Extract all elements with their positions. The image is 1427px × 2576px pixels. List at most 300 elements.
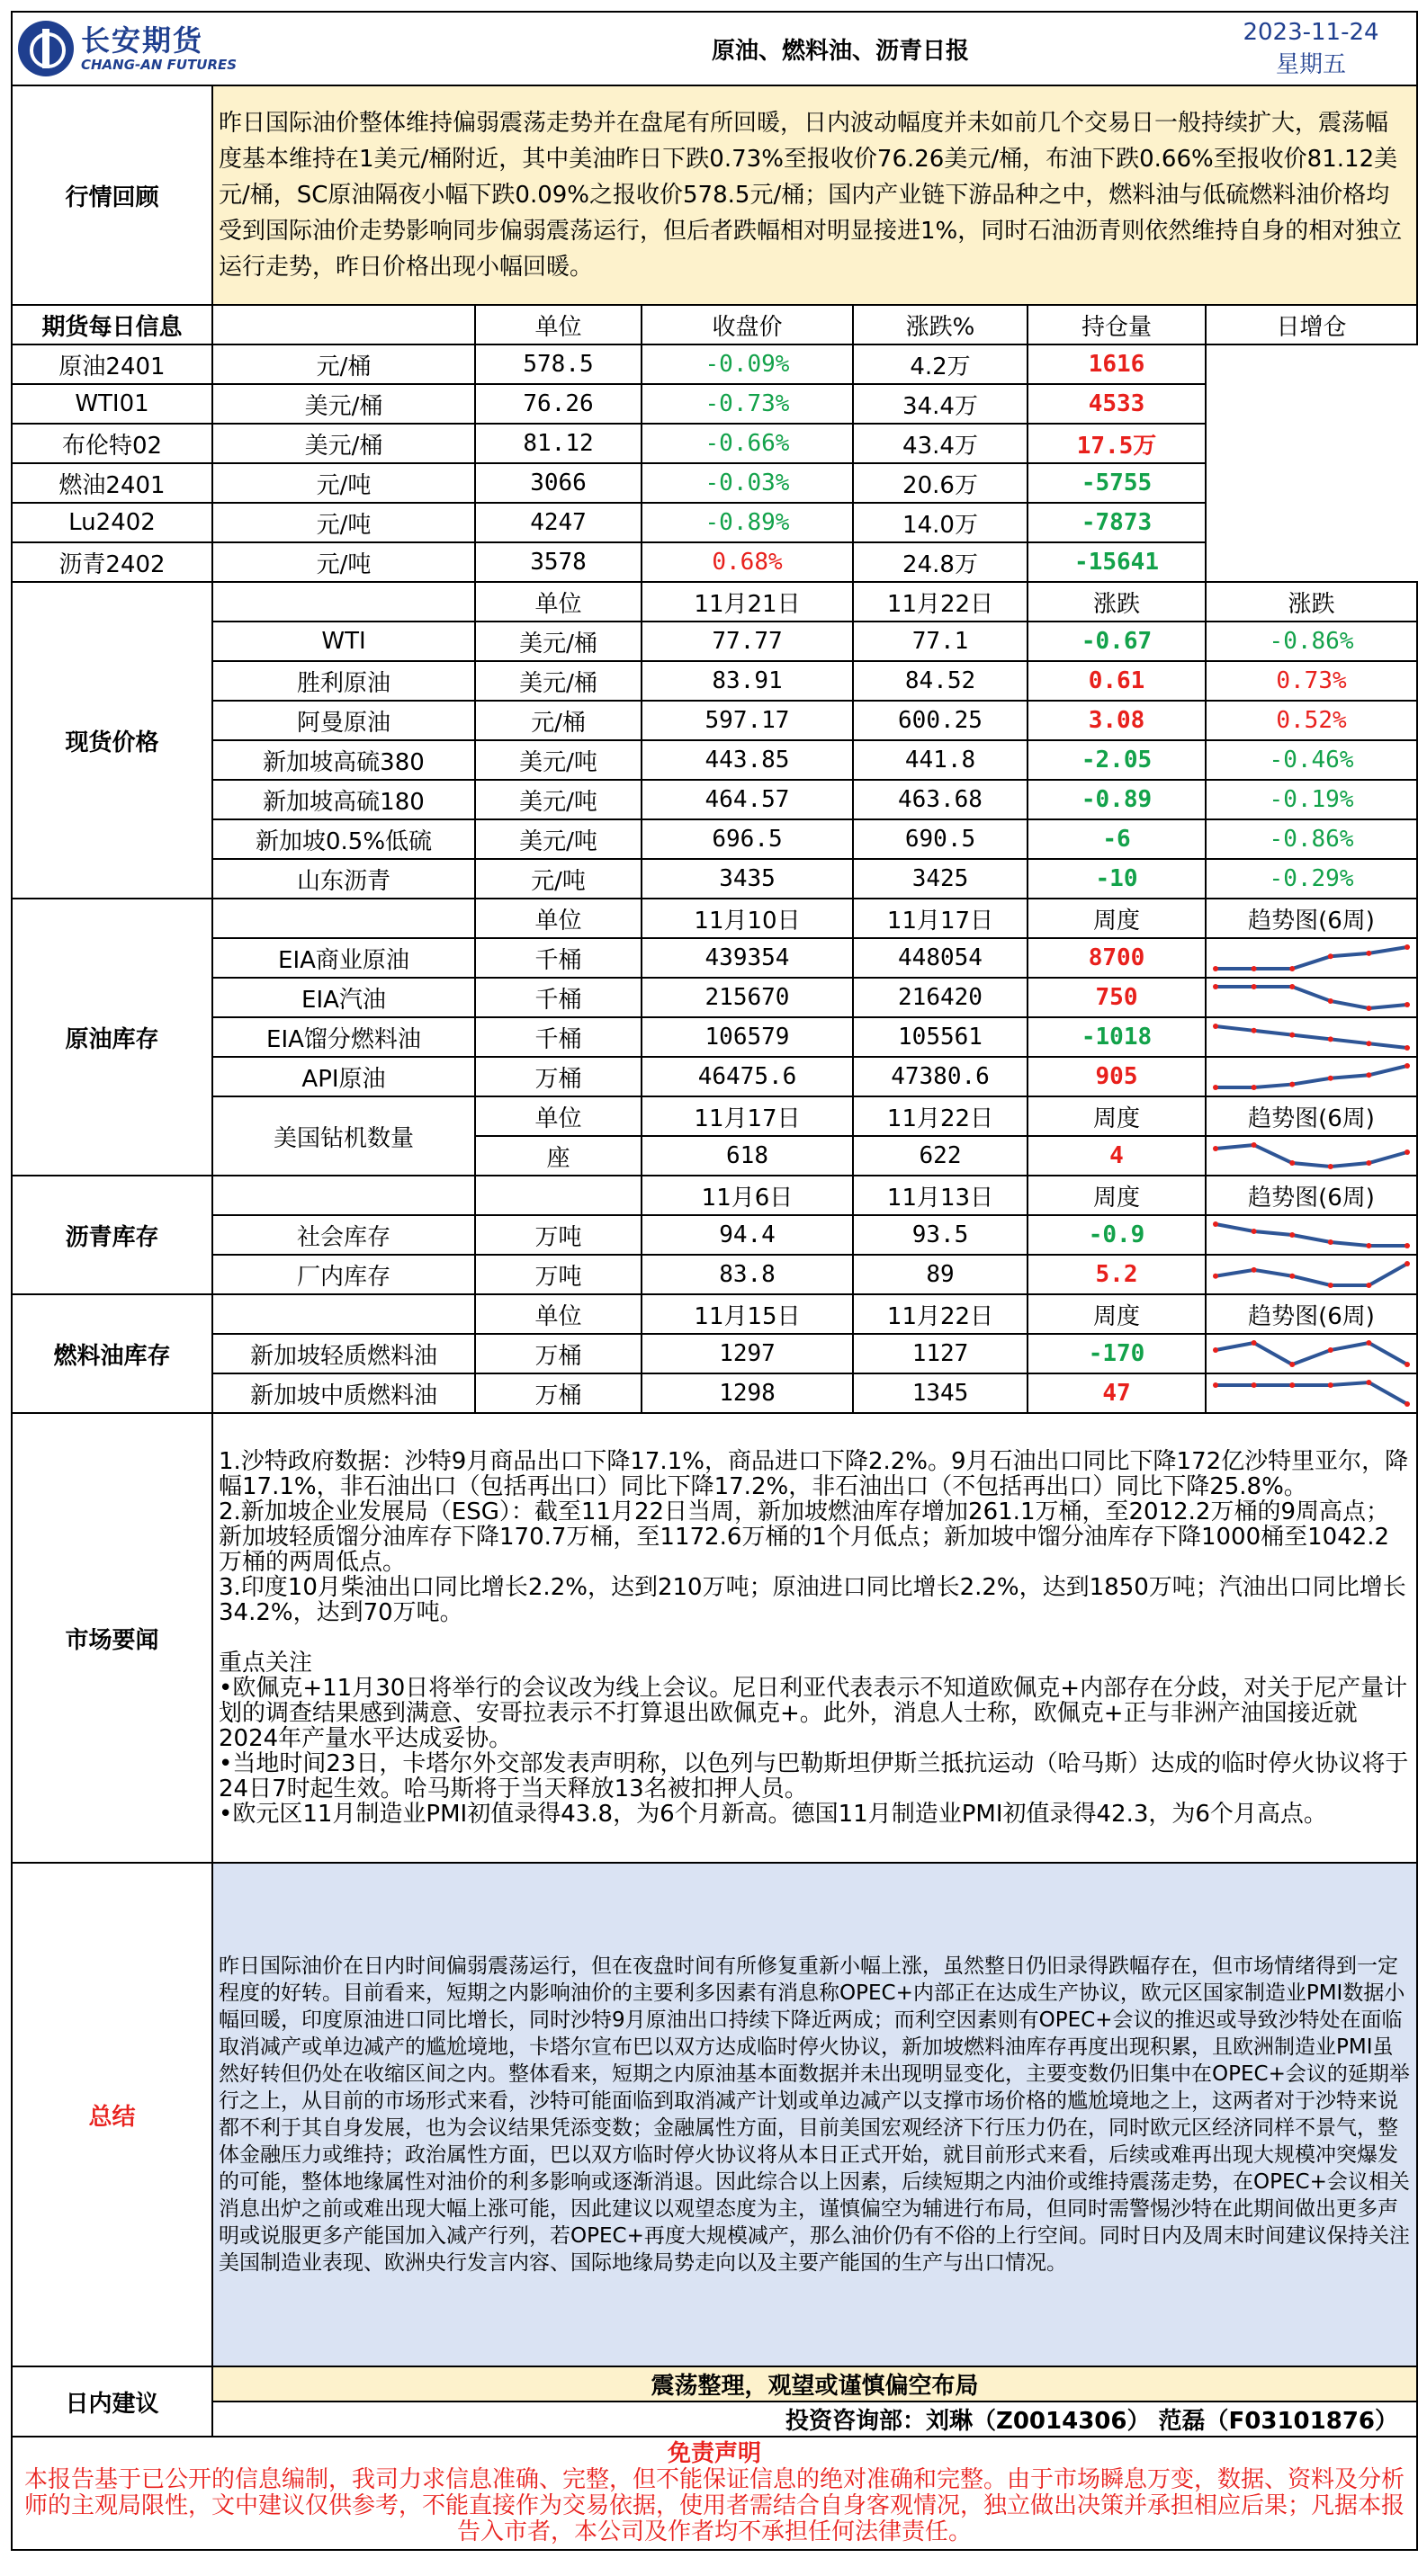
trend-point: [1289, 1232, 1295, 1238]
crude-wk: 750: [1028, 978, 1206, 1017]
review-row: [12, 85, 1417, 305]
trend-line: [1216, 1066, 1407, 1087]
fuel-col: 11月22日: [853, 1294, 1028, 1334]
asphalt-col: 趋势图(6周): [1206, 1176, 1417, 1215]
spot-unit: 美元/吨: [475, 819, 642, 859]
trend-point: [1252, 1229, 1257, 1234]
trend-point: [1405, 1063, 1410, 1069]
crude-wk: 905: [1028, 1057, 1206, 1096]
spot-chg: -0.67: [1028, 622, 1206, 661]
futures-col-doi: 日增仓: [1206, 305, 1417, 344]
crude-d2: 448054: [853, 938, 1028, 978]
trend-point: [1366, 1160, 1371, 1166]
futures-name: 原油2401: [12, 344, 212, 384]
trend-point: [1213, 1024, 1218, 1029]
trend-point: [1405, 1149, 1410, 1155]
crude-d1: 106579: [642, 1017, 853, 1057]
crude-trend-chart: [1207, 1059, 1416, 1095]
asphalt-unit: 万吨: [475, 1255, 642, 1294]
disclaimer-row: [12, 2437, 1417, 2550]
spot-chg: -0.89: [1028, 780, 1206, 819]
news-item: 3.印度10月柴油出口同比增长2.2%，达到210万吨；原油进口同比增长2.2%，达到1850万吨；汽油出口同比增长34.2%，达到70万吨。: [219, 1574, 1406, 1626]
futures-unit: 美元/桶: [212, 384, 475, 424]
spot-unit: 元/桶: [475, 701, 642, 740]
asphalt-trend: [1206, 1215, 1417, 1255]
advice-row: [12, 2366, 1417, 2402]
fuel-col: 11月15日: [642, 1294, 853, 1334]
trend-point: [1405, 1045, 1410, 1051]
fuel-wk: -170: [1028, 1334, 1206, 1373]
spot-d1: 77.77: [642, 622, 853, 661]
spot-d1: 3435: [642, 859, 853, 899]
futures-col-close: 收盘价: [642, 305, 853, 344]
logo-cell: [12, 12, 475, 85]
crude-wk: 8700: [1028, 938, 1206, 978]
futures-row: [12, 384, 1417, 424]
trend-point: [1366, 1243, 1371, 1248]
trend-line: [1216, 1145, 1407, 1167]
spot-pct: 0.52%: [1206, 701, 1417, 740]
trend-point: [1366, 1380, 1371, 1385]
trend-point: [1252, 1142, 1257, 1148]
spot-row: [12, 661, 1417, 701]
trend-point: [1289, 984, 1295, 989]
trend-point: [1328, 1164, 1333, 1169]
logo: [13, 21, 475, 76]
fuel-col: 单位: [475, 1294, 642, 1334]
trend-point: [1252, 966, 1257, 971]
crude-d2: 47380.6: [853, 1057, 1028, 1096]
spot-pct: -0.19%: [1206, 780, 1417, 819]
crude-col: 11月17日: [853, 899, 1028, 938]
crude-trend-chart: [1207, 979, 1416, 1015]
spot-col-name: [212, 582, 475, 622]
futures-row: [12, 542, 1417, 582]
trend-point: [1213, 1146, 1218, 1151]
spot-col: 涨跌: [1206, 582, 1417, 622]
advice-text: 震荡整理，观望或谨慎偏空布局: [212, 2366, 1417, 2402]
disclaimer-title: 免责声明: [668, 2440, 762, 2467]
trend-point: [1328, 1347, 1333, 1353]
fuel-col: 周度: [1028, 1294, 1206, 1334]
logo-en: CHANG-AN FUTURES: [81, 57, 238, 73]
crude-col: 趋势图(6周): [1206, 899, 1417, 938]
crude-row: [12, 1057, 1417, 1096]
logo-cn: 长安期货: [81, 23, 204, 58]
trend-line: [1216, 1224, 1407, 1246]
crude-row: [12, 1017, 1417, 1057]
fuel-name: 新加坡中质燃料油: [212, 1373, 475, 1413]
trend-point: [1289, 1274, 1295, 1279]
spot-d1: 696.5: [642, 819, 853, 859]
spot-d2: 463.68: [853, 780, 1028, 819]
futures-oi: 34.4万: [853, 384, 1028, 424]
header-row: [12, 12, 1417, 85]
rig-trend-chart: [1207, 1138, 1416, 1174]
fuel-d2: 1127: [853, 1334, 1028, 1373]
trend-point: [1405, 1362, 1410, 1367]
crude-unit: 千桶: [475, 978, 642, 1017]
rig-trend: [1206, 1136, 1417, 1176]
fuel-trend: [1206, 1334, 1417, 1373]
futures-close: 578.5: [475, 344, 642, 384]
trend-point: [1213, 1347, 1218, 1353]
crude-name: API原油: [212, 1057, 475, 1096]
fuel-d1: 1298: [642, 1373, 853, 1413]
futures-row: [12, 344, 1417, 384]
advice-label: 日内建议: [12, 2366, 212, 2437]
crude-header-row: [12, 899, 1417, 938]
fuel-header-row: [12, 1294, 1417, 1334]
news-label: 市场要闻: [12, 1413, 212, 1863]
futures-label: 期货每日信息: [12, 305, 212, 344]
spot-col: 单位: [475, 582, 642, 622]
asphalt-d1: 94.4: [642, 1215, 853, 1255]
summary-row: [12, 1863, 1417, 2366]
futures-close: 3578: [475, 542, 642, 582]
spot-chg: -2.05: [1028, 740, 1206, 780]
spot-name: 胜利原油: [212, 661, 475, 701]
review-label: 行情回顾: [12, 85, 212, 305]
focus-item: •欧佩克+11月30日将举行的会议改为线上会议。尼日利亚代表表示不知道欧佩克+内部存在分歧，对关于尼产量计划的调查结果感到满意、安哥拉表示不打算退出欧佩克+。此外，消息人士称，欧佩克+正与非洲产油国接近就2024年产量水平达成妥协。: [219, 1675, 1408, 1752]
rig-col: 单位: [475, 1096, 642, 1136]
trend-point: [1366, 951, 1371, 956]
trend-point: [1252, 1340, 1257, 1346]
asphalt-trend-chart: [1207, 1217, 1416, 1253]
spot-pct: -0.86%: [1206, 622, 1417, 661]
futures-col-chg: 涨跌%: [853, 305, 1028, 344]
crude-unit: 千桶: [475, 938, 642, 978]
news-item: 1.沙特政府数据：沙特9月商品出口下降17.1%，商品进口下降2.2%。9月石油出口同比下降172亿沙特里亚尔，降幅17.1%，非石油出口（包括再出口）同比下降17.2%，非石油出口（不包括再出口）同比下降25.8%。: [219, 1448, 1409, 1500]
spot-col: 11月22日: [853, 582, 1028, 622]
crude-col: 11月10日: [642, 899, 853, 938]
futures-unit: 元/桶: [212, 344, 475, 384]
fuel-row: [12, 1334, 1417, 1373]
futures-chg: 0.68%: [642, 542, 853, 582]
spot-pct: -0.46%: [1206, 740, 1417, 780]
spot-unit: 元/吨: [475, 859, 642, 899]
rig-name: 美国钻机数量: [212, 1096, 475, 1176]
trend-point: [1405, 1261, 1410, 1266]
trend-point: [1405, 1002, 1410, 1007]
futures-doi: -15641: [1028, 542, 1206, 582]
fuel-col-name: [212, 1294, 475, 1334]
trend-line: [1216, 1264, 1407, 1285]
futures-doi: 17.5万: [1028, 424, 1206, 463]
news-item: 2.新加坡企业发展局（ESG）：截至11月22日当周，新加坡燃油库存增加261.1万桶，至2012.2万桶的9周高点；新加坡轻质馏分油库存下降170.7万桶，至1172.6万桶的1个月低点；新加坡中馏分油库存下降1000桶至1042.2万桶的两周低点。: [219, 1498, 1390, 1576]
trend-point: [1252, 984, 1257, 989]
trend-point: [1252, 1085, 1257, 1090]
rig-col: 周度: [1028, 1096, 1206, 1136]
spot-name: WTI: [212, 622, 475, 661]
spot-d2: 690.5: [853, 819, 1028, 859]
crude-trend: [1206, 938, 1417, 978]
report-weekday: 星期五: [1276, 51, 1347, 78]
spot-d1: 83.91: [642, 661, 853, 701]
asphalt-d2: 89: [853, 1255, 1028, 1294]
trend-point: [1405, 1243, 1410, 1248]
asphalt-col-name: [212, 1176, 475, 1215]
futures-header-row: [12, 305, 1417, 344]
spot-row: [12, 859, 1417, 899]
trend-point: [1289, 1362, 1295, 1367]
rig-col: 11月17日: [642, 1096, 853, 1136]
futures-oi: 24.8万: [853, 542, 1028, 582]
asphalt-label: 沥青库存: [12, 1176, 212, 1294]
crude-unit: 千桶: [475, 1017, 642, 1057]
trend-point: [1328, 1036, 1333, 1042]
disclaimer: [12, 2437, 1417, 2550]
futures-doi: 4533: [1028, 384, 1206, 424]
spot-row: [12, 622, 1417, 661]
spot-name: 山东沥青: [212, 859, 475, 899]
rig-d2: 622: [853, 1136, 1028, 1176]
futures-name: WTI01: [12, 384, 212, 424]
spot-unit: 美元/吨: [475, 740, 642, 780]
date-cell: [1206, 12, 1417, 85]
spot-pct: -0.86%: [1206, 819, 1417, 859]
crude-d2: 216420: [853, 978, 1028, 1017]
trend-point: [1289, 1082, 1295, 1087]
asphalt-col: 11月13日: [853, 1176, 1028, 1215]
trend-point: [1252, 1028, 1257, 1033]
asphalt-wk: 5.2: [1028, 1255, 1206, 1294]
futures-doi: -5755: [1028, 463, 1206, 503]
crude-row: [12, 938, 1417, 978]
futures-col-oi: 持仓量: [1028, 305, 1206, 344]
spot-d1: 443.85: [642, 740, 853, 780]
summary-text: 昨日国际油价在日内时间偏弱震荡运行，但在夜盘时间有所修复重新小幅上涨，虽然整日仍旧录得跌幅存在，但市场情绪得到一定程度的好转。目前看来，短期之内影响油价的主要利多因素有消息称OPEC+内部正在达成生产协议，欧元区国家制造业PMI数据小幅回暖，印度原油进口同比增长，同时沙特9月原油出口持续下降近两成；而利空因素则有OPEC+会议的推迟或导致沙特处在面临取消减产或单边减产的尴尬境地，卡塔尔宣布巴以双方达成临时停火协议，新加坡燃料油库存再度出现积累，且欧洲制造业PMI虽然好转但仍处在收缩区间之内。整体看来，短期之内原油基本面数据并未出现明显变化，主要变数仍旧集中在OPEC+会议的延期举行之上，从目前的市场形式来看，沙特可能面临到取消减产计划或单边减产以支撑市场价格的尴尬境地之上，这两者对于沙特来说都不利于其自身发展，也为会议结果凭添变数；金融属性方面，目前美国宏观经济下行压力仍在，同时欧元区经济同样不景气，整体金融压力或维持；政治属性方面，巴以双方临时停火协议将从本日正式开始，就目前形式来看，后续或难再出现大规模冲突爆发的可能，整体地缘属性对油价的利多影响或逐渐消退。因此综合以上因素，后续短期之内油价或维持震荡走势，在OPEC+会议相关消息出炉之前或难出现大幅上涨可能，因此建议以观望态度为主，谨慎偏空为辅进行布局，但同时需警惕沙特在此期间做出更多声明或说服更多产能国加入减产行列，若OPEC+再度大规模减产，那么油价仍有不俗的上行空间。同时日内及周末时间建议保持关注美国制造业表现、欧洲央行发言内容、国际地缘局势走向以及主要产能国的生产与出口情况。: [212, 1863, 1417, 2366]
fuel-row: [12, 1373, 1417, 1413]
crude-col: 单位: [475, 899, 642, 938]
rig-d1: 618: [642, 1136, 853, 1176]
asphalt-col: 周度: [1028, 1176, 1206, 1215]
trend-line: [1216, 1026, 1407, 1048]
trend-point: [1328, 953, 1333, 959]
crude-name: EIA馏分燃料油: [212, 1017, 475, 1057]
spot-pct: 0.73%: [1206, 661, 1417, 701]
futures-close: 3066: [475, 463, 642, 503]
spot-chg: -10: [1028, 859, 1206, 899]
spot-unit: 美元/桶: [475, 622, 642, 661]
fuel-trend-chart: [1207, 1375, 1416, 1411]
consultant-text: 投资咨询部：刘琳（Z0014306） 范磊（F03101876）: [212, 2402, 1417, 2437]
focus-item: •欧元区11月制造业PMI初值录得43.8，为6个月新高。德国11月制造业PMI初值录得42.3，为6个月高点。: [219, 1801, 1327, 1828]
futures-name: 布伦特02: [12, 424, 212, 463]
spot-chg: 0.61: [1028, 661, 1206, 701]
futures-doi: 1616: [1028, 344, 1206, 384]
spot-unit: 美元/吨: [475, 780, 642, 819]
report-page: [11, 11, 1416, 2551]
futures-oi: 14.0万: [853, 503, 1028, 542]
page-title: 原油、燃料油、沥青日报: [475, 12, 1206, 85]
crude-name: EIA商业原油: [212, 938, 475, 978]
crude-label: 原油库存: [12, 899, 212, 1176]
trend-point: [1213, 1221, 1218, 1227]
futures-doi: -7873: [1028, 503, 1206, 542]
trend-point: [1213, 1382, 1218, 1388]
fuel-trend-chart: [1207, 1336, 1416, 1372]
report-table: [11, 11, 1418, 2551]
futures-oi: 4.2万: [853, 344, 1028, 384]
futures-chg: -0.66%: [642, 424, 853, 463]
crude-trend-chart: [1207, 940, 1416, 976]
asphalt-row: [12, 1215, 1417, 1255]
crude-trend: [1206, 1017, 1417, 1057]
logo-emblem-icon: [18, 21, 74, 76]
asphalt-col: 11月6日: [642, 1176, 853, 1215]
trend-point: [1289, 1382, 1295, 1388]
futures-chg: -0.03%: [642, 463, 853, 503]
trend-point: [1213, 966, 1218, 971]
trend-point: [1328, 998, 1333, 1004]
trend-point: [1328, 1239, 1333, 1245]
crude-unit: 万桶: [475, 1057, 642, 1096]
futures-close: 4247: [475, 503, 642, 542]
spot-d1: 597.17: [642, 701, 853, 740]
crude-wk: -1018: [1028, 1017, 1206, 1057]
fuel-unit: 万桶: [475, 1373, 642, 1413]
asphalt-header-row: [12, 1176, 1417, 1215]
crude-row: [12, 978, 1417, 1017]
asphalt-unit: 万吨: [475, 1215, 642, 1255]
futures-unit: 美元/桶: [212, 424, 475, 463]
futures-name: 燃油2401: [12, 463, 212, 503]
trend-point: [1328, 1382, 1333, 1388]
consultant-row: [12, 2402, 1417, 2437]
spot-name: 新加坡高硫380: [212, 740, 475, 780]
spot-d2: 600.25: [853, 701, 1028, 740]
asphalt-name: 社会库存: [212, 1215, 475, 1255]
trend-point: [1328, 1283, 1333, 1288]
spot-row: [12, 740, 1417, 780]
fuel-unit: 万桶: [475, 1334, 642, 1373]
futures-col-unit: 单位: [475, 305, 642, 344]
trend-point: [1366, 1006, 1371, 1011]
crude-d1: 46475.6: [642, 1057, 853, 1096]
trend-point: [1405, 944, 1410, 950]
futures-row: [12, 503, 1417, 542]
news-row: [12, 1413, 1417, 1863]
rig-col: 11月22日: [853, 1096, 1028, 1136]
spot-label: 现货价格: [12, 582, 212, 899]
trend-line: [1216, 1382, 1407, 1404]
crude-trend-chart: [1207, 1019, 1416, 1055]
trend-point: [1289, 1160, 1295, 1166]
fuel-d1: 1297: [642, 1334, 853, 1373]
crude-trend: [1206, 978, 1417, 1017]
spot-d2: 77.1: [853, 622, 1028, 661]
futures-name: Lu2402: [12, 503, 212, 542]
focus-title: 重点关注: [219, 1650, 313, 1677]
rig-col: 趋势图(6周): [1206, 1096, 1417, 1136]
spot-header-row: [12, 582, 1417, 622]
futures-unit: 元/吨: [212, 463, 475, 503]
trend-point: [1366, 1283, 1371, 1288]
rig-header-row: [12, 1096, 1417, 1136]
spot-chg: 3.08: [1028, 701, 1206, 740]
trend-point: [1366, 1072, 1371, 1078]
trend-line: [1216, 947, 1407, 969]
trend-point: [1328, 1076, 1333, 1081]
crude-col-name: [212, 899, 475, 938]
crude-name: EIA汽油: [212, 978, 475, 1017]
crude-d1: 215670: [642, 978, 853, 1017]
spot-row: [12, 701, 1417, 740]
spot-d1: 464.57: [642, 780, 853, 819]
asphalt-name: 厂内库存: [212, 1255, 475, 1294]
spot-name: 新加坡0.5%低硫: [212, 819, 475, 859]
trend-point: [1289, 966, 1295, 971]
futures-row: [12, 463, 1417, 503]
futures-close: 76.26: [475, 384, 642, 424]
asphalt-row: [12, 1255, 1417, 1294]
futures-chg: -0.09%: [642, 344, 853, 384]
spot-name: 新加坡高硫180: [212, 780, 475, 819]
futures-chg: -0.73%: [642, 384, 853, 424]
trend-point: [1366, 1340, 1371, 1346]
focus-item: •当地时间23日，卡塔尔外交部发表声明称，以色列与巴勒斯坦伊斯兰抵抗运动（哈马斯）达成的临时停火协议将于24日7时起生效。哈马斯将于当天释放13名被扣押人员。: [219, 1750, 1409, 1802]
spot-row: [12, 780, 1417, 819]
report-date: 2023-11-24: [1243, 19, 1379, 46]
futures-oi: 20.6万: [853, 463, 1028, 503]
spot-d2: 84.52: [853, 661, 1028, 701]
trend-point: [1213, 1274, 1218, 1279]
trend-point: [1366, 1041, 1371, 1046]
asphalt-wk: -0.9: [1028, 1215, 1206, 1255]
futures-unit: 元/吨: [212, 542, 475, 582]
crude-trend: [1206, 1057, 1417, 1096]
spot-col: 11月21日: [642, 582, 853, 622]
spot-d2: 3425: [853, 859, 1028, 899]
trend-point: [1252, 1267, 1257, 1273]
news-content: [212, 1413, 1417, 1863]
fuel-d2: 1345: [853, 1373, 1028, 1413]
asphalt-trend: [1206, 1255, 1417, 1294]
trend-point: [1405, 1401, 1410, 1407]
fuel-wk: 47: [1028, 1373, 1206, 1413]
rig-unit: 座: [475, 1136, 642, 1176]
spot-d2: 441.8: [853, 740, 1028, 780]
spot-row: [12, 819, 1417, 859]
asphalt-trend-chart: [1207, 1257, 1416, 1292]
spot-name: 阿曼原油: [212, 701, 475, 740]
futures-name: 沥青2402: [12, 542, 212, 582]
futures-unit: 元/吨: [212, 503, 475, 542]
disclaimer-text: 本报告基于已公开的信息编制，我司力求信息准确、完整，但不能保证信息的绝对准确和完整。由于市场瞬息万变，数据、资料及分析师的主观局限性，文中建议仅供参考，不能直接作为交易依据，使用者需结合自身客观情况，独立做出决策并承担相应后果；凡据本报告入市者，本公司及作者均不承担任何法律责任。: [24, 2466, 1405, 2545]
asphalt-d1: 83.8: [642, 1255, 853, 1294]
crude-d1: 439354: [642, 938, 853, 978]
asphalt-col-unit: [475, 1176, 642, 1215]
rig-wk: 4: [1028, 1136, 1206, 1176]
crude-col: 周度: [1028, 899, 1206, 938]
trend-point: [1213, 1085, 1218, 1090]
asphalt-d2: 93.5: [853, 1215, 1028, 1255]
summary-label: 总结: [12, 1863, 212, 2366]
trend-point: [1252, 1382, 1257, 1388]
futures-chg: -0.89%: [642, 503, 853, 542]
trend-point: [1213, 984, 1218, 989]
spot-chg: -6: [1028, 819, 1206, 859]
fuel-col: 趋势图(6周): [1206, 1294, 1417, 1334]
spot-pct: -0.29%: [1206, 859, 1417, 899]
trend-line: [1216, 1343, 1407, 1364]
fuel-name: 新加坡轻质燃料油: [212, 1334, 475, 1373]
fuel-trend: [1206, 1373, 1417, 1413]
review-text: 昨日国际油价整体维持偏弱震荡走势并在盘尾有所回暖，日内波动幅度并未如前几个交易日一般持续扩大，震荡幅度基本维持在1美元/桶附近，其中美油昨日下跌0.73%至报收价76.26美元/桶，布油下跌0.66%至报收价81.12美元/桶，SC原油隔夜小幅下跌0.09%之报收价578.5元/桶；国内产业链下游品种之中，燃料油与低硫燃料油价格均受到国际油价走势影响同步偏弱震荡运行，但后者跌幅相对明显接进1%，同时石油沥青则依然维持自身的相对独立运行走势，昨日价格出现小幅回暖。: [212, 85, 1417, 305]
futures-close: 81.12: [475, 424, 642, 463]
crude-d2: 105561: [853, 1017, 1028, 1057]
